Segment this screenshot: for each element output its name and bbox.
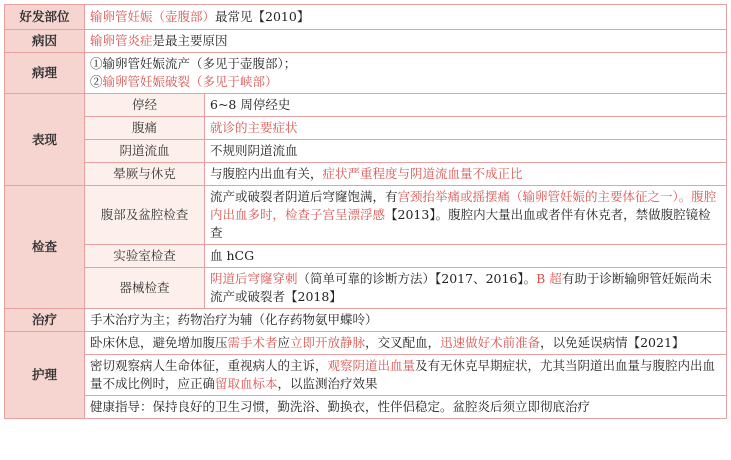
content-pelvic: [205, 186, 727, 245]
content-cause: [85, 30, 727, 53]
row-manifest-bleeding: [5, 140, 727, 163]
instrument-t1: （简单可靠的诊断方法）【2017、2016】。: [297, 271, 537, 286]
row-location: [5, 5, 727, 30]
content-instrument: [205, 268, 727, 309]
row-cause: [5, 30, 727, 53]
row-manifest-pain: [5, 117, 727, 140]
nursing-p1-r3: 迅速做好术前准备: [440, 335, 541, 350]
pelvic-r1: 宫颈抬举痛或摇摆痛（输卵管妊娠的主要体征之一）。腹腔内出血多时，检查子宫呈漂浮感: [210, 189, 717, 222]
nursing-p1-t2: 应: [277, 335, 291, 350]
label-exam: 检查: [5, 186, 85, 309]
row-nursing-p3: [5, 396, 727, 419]
content-pathology: [85, 53, 727, 94]
nursing-p2-t1: 密切观察病人生命体征，重视病人的主诉，: [90, 358, 328, 373]
nursing-p1-r1: 需手术者: [227, 335, 278, 350]
row-manifest-amenorrhea: [5, 94, 727, 117]
sub-lab: 实验室检查: [85, 245, 205, 268]
nursing-p1-t3: ，交叉配血，: [365, 335, 441, 350]
row-nursing-p1: [5, 332, 727, 355]
sub-instrument: 器械检查: [85, 268, 205, 309]
nursing-p2-t2: 及有无休克早期症状，尤其当阴道出血量与腹腔内出血量不成比例时，应正确: [90, 358, 716, 391]
content-nursing-p2: [85, 355, 727, 396]
content-pain: 就诊的主要症状: [205, 117, 727, 140]
content-shock: [205, 163, 727, 186]
row-treatment: [5, 309, 727, 332]
instrument-t2: 有助于诊断输卵管妊娠尚未流产或破裂者【2018】: [210, 271, 712, 304]
cause-red: 输卵管炎症: [90, 33, 153, 48]
row-exam-lab: [5, 245, 727, 268]
pathology-line2-prefix: ②: [90, 74, 103, 89]
nursing-p1-t1: 卧床休息，避免增加腹压: [90, 335, 228, 350]
pathology-line2: [90, 73, 721, 91]
sub-bleeding: 阴道流血: [85, 140, 205, 163]
location-text: 最常见【2010】: [215, 9, 310, 24]
content-bleeding: 不规则阴道流血: [205, 140, 727, 163]
sub-pain: 腹痛: [85, 117, 205, 140]
row-exam-pelvic: [5, 186, 727, 245]
nursing-p1-t4: ，以免延误病情【2021】: [540, 335, 685, 350]
row-nursing-p2: [5, 355, 727, 396]
nursing-p2-t3: ，以监测治疗效果: [277, 376, 378, 391]
row-pathology: [5, 53, 727, 94]
pelvic-t1: 流产或破裂者阴道后穹窿饱满，有: [210, 189, 398, 204]
content-amenorrhea: 6~8 周停经史: [205, 94, 727, 117]
instrument-r1: 阴道后穹窿穿刺: [210, 271, 298, 286]
label-manifest: 表现: [5, 94, 85, 186]
content-location: [85, 5, 727, 30]
cause-text: 是最主要原因: [152, 33, 228, 48]
sub-pelvic: 腹部及盆腔检查: [85, 186, 205, 245]
pathology-line1: ①输卵管妊娠流产（多见于壶腹部）；: [90, 56, 297, 71]
row-manifest-shock: [5, 163, 727, 186]
content-lab: 血 hCG: [205, 245, 727, 268]
label-location: 好发部位: [5, 5, 85, 30]
nursing-p2-r1: 观察阴道出血量: [327, 358, 416, 373]
shock-text: 与腹腔内出血有关，: [210, 166, 323, 181]
label-pathology: 病理: [5, 53, 85, 94]
content-treatment: 手术治疗为主；药物治疗为辅（化存药物氨甲蝶呤）: [85, 309, 727, 332]
nursing-p2-r2: 留取血标本: [215, 376, 278, 391]
content-nursing-p3: 健康指导：保持良好的卫生习惯，勤洗浴、勤换衣，性伴侣稳定。盆腔炎后须立即彻底治疗: [85, 396, 727, 419]
nursing-table-container: [4, 4, 726, 419]
shock-red: 症状严重程度与阴道流血量不成正比: [322, 166, 523, 181]
label-cause: 病因: [5, 30, 85, 53]
pelvic-t2: 【2013】。腹腔内大量出血或者伴有休克者，禁做腹腔镜检查: [210, 207, 711, 240]
ectopic-pregnancy-table: [4, 4, 727, 419]
location-red: 输卵管妊娠（壶腹部）: [90, 9, 216, 24]
label-nursing: 护理: [5, 332, 85, 419]
content-nursing-p1: [85, 332, 727, 355]
instrument-r2: B 超: [536, 271, 562, 286]
nursing-p1-r2: 立即开放静脉: [290, 335, 366, 350]
label-treatment: 治疗: [5, 309, 85, 332]
sub-shock: 晕厥与休克: [85, 163, 205, 186]
sub-amenorrhea: 停经: [85, 94, 205, 117]
pathology-line2-red: 输卵管妊娠破裂（多见于峡部）: [102, 74, 278, 89]
row-exam-instrument: [5, 268, 727, 309]
